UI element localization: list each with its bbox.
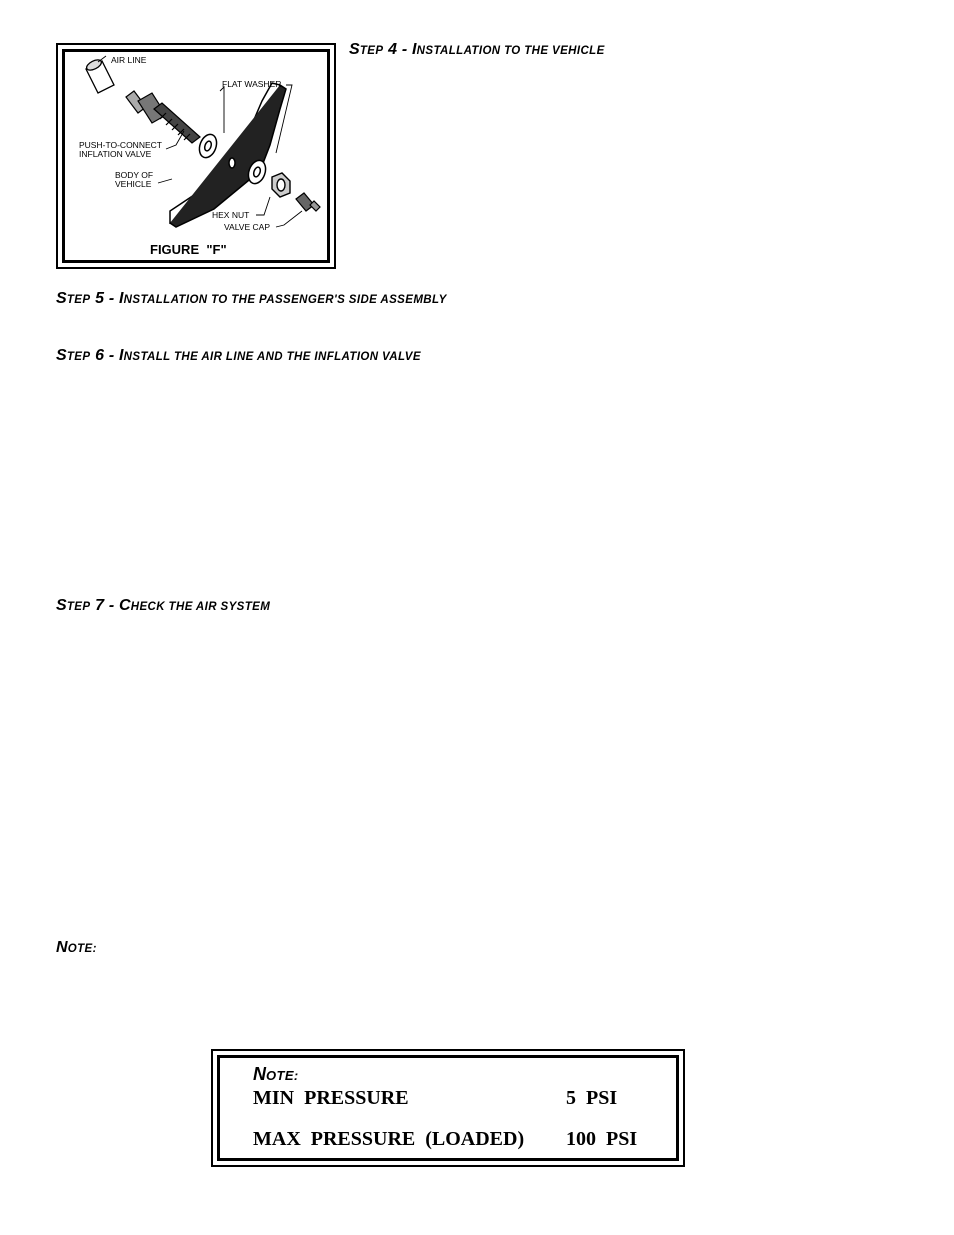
air-line-illustration xyxy=(85,58,114,93)
hex-nut-illustration xyxy=(272,173,290,197)
max-pressure-value: 100 PSI xyxy=(566,1128,638,1150)
valve-cap-label: VALVE CAP xyxy=(224,222,270,232)
pressure-note-title: NOTE: xyxy=(253,1064,299,1084)
note-label: NOTE: xyxy=(56,939,97,956)
figure-caption: FIGURE "F" xyxy=(150,242,227,257)
flat-washer-label: FLAT WASHER xyxy=(222,79,282,89)
step-6-heading: STEP 6 - INSTALL THE AIR LINE AND THE INFLATION VALVE xyxy=(56,347,421,364)
step-5-heading: STEP 5 - INSTALLATION TO THE PASSENGER'S SIDE ASSEMBLY xyxy=(56,290,447,307)
hex-nut-label: HEX NUT xyxy=(212,210,250,220)
step-7-heading: STEP 7 - CHECK THE AIR SYSTEM xyxy=(56,597,271,614)
push-to-connect-label: PUSH-TO-CONNECT xyxy=(79,140,162,150)
step-4-heading: STEP 4 - INSTALLATION TO THE VEHICLE xyxy=(349,41,605,58)
vehicle-body-illustration xyxy=(170,83,286,227)
max-pressure-label: MAX PRESSURE (LOADED) xyxy=(253,1128,525,1150)
body-of-label: BODY OF xyxy=(115,170,154,180)
min-pressure-label: MIN PRESSURE xyxy=(253,1087,409,1109)
inflation-valve-illustration xyxy=(126,91,200,143)
figure-f-box xyxy=(56,43,336,269)
min-pressure-value: 5 PSI xyxy=(566,1087,618,1109)
inflation-valve-label: INFLATION VALVE xyxy=(79,149,152,159)
air-line-label: AIR LINE xyxy=(111,55,147,65)
valve-cap-illustration xyxy=(296,193,320,211)
vehicle-label: VEHICLE xyxy=(115,179,152,189)
